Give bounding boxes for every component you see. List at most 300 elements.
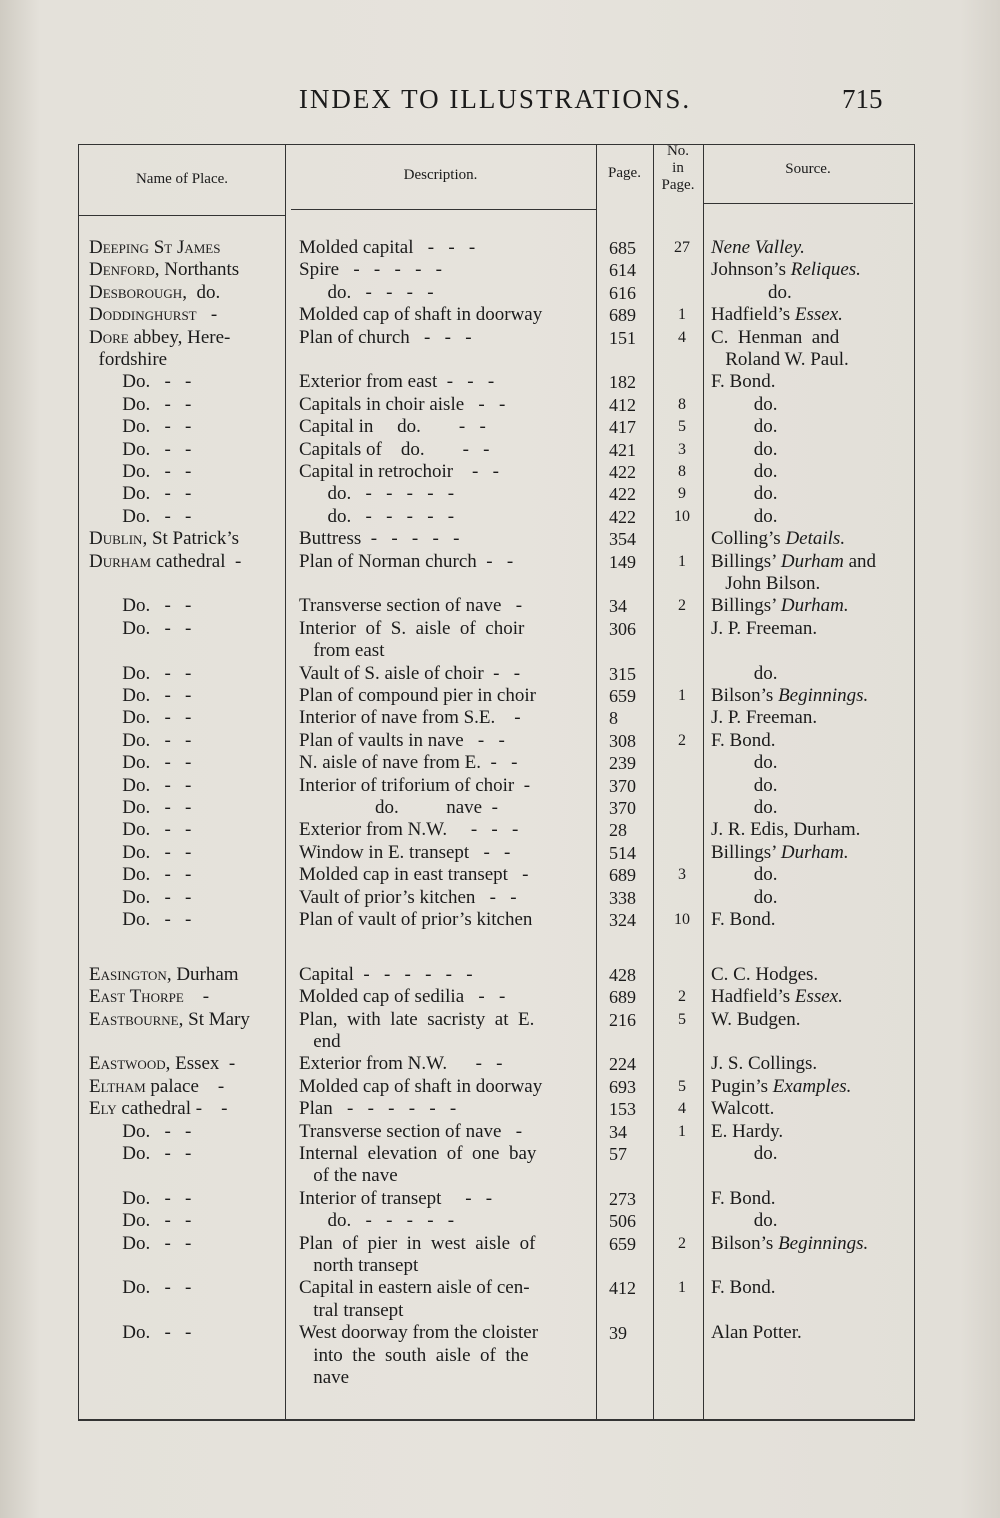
number-in-page: 5 (678, 1077, 686, 1095)
place-name (89, 551, 289, 573)
place-name-rest: Do. - - (89, 617, 192, 639)
source-text: do. (711, 1143, 778, 1164)
description: do. nave - (299, 797, 498, 818)
source-text: Hadfield’s (711, 304, 795, 326)
source-text: J. S. Collings. (711, 1053, 818, 1075)
description: do. - - - - (299, 281, 434, 303)
place-name (89, 349, 289, 371)
page-number-cell: 370 (609, 775, 636, 796)
page-number-cell: 614 (609, 260, 636, 281)
page-number-cell: 151 (609, 327, 636, 348)
place-name-rest: Do. - - (89, 1210, 192, 1232)
description: end (299, 1031, 341, 1052)
source (711, 1233, 911, 1255)
source-text: F. Bond. (711, 371, 776, 393)
description: Molded cap of sedilia - - (299, 986, 506, 1008)
place-name (89, 327, 289, 349)
place-name-rest: Do. - - (89, 505, 192, 527)
place-name (89, 394, 289, 416)
source (711, 416, 911, 438)
page-number-cell: 412 (609, 1278, 636, 1299)
description: Plan of church - - - (299, 326, 472, 348)
place-name-rest: Do. - - (89, 1187, 192, 1209)
number-in-page: 3 (678, 440, 686, 458)
place-name (89, 707, 289, 729)
description: Transverse section of nave - (299, 1120, 523, 1142)
source (711, 394, 911, 416)
page-number-cell: 689 (609, 987, 636, 1008)
page-number-cell: 224 (609, 1054, 636, 1075)
number-in-page: 1 (678, 1279, 686, 1297)
description: nave (299, 1367, 350, 1388)
number-in-page: 10 (674, 507, 690, 525)
source-title: Nene Valley. (711, 237, 805, 258)
description: Vault of prior’s kitchen - - (299, 886, 517, 908)
description: N. aisle of nave from E. - - (299, 752, 518, 774)
place-name (89, 1210, 289, 1232)
place-name-smallcaps: Eltham (89, 1075, 146, 1097)
page-number-cell: 8 (609, 708, 618, 729)
page-number-cell: 216 (609, 1009, 636, 1030)
number-in-page: 27 (674, 239, 690, 256)
place-name-smallcaps: Desborough (89, 281, 183, 303)
place-name-rest: Do. - - (89, 909, 192, 930)
page-number-cell: 315 (609, 663, 636, 684)
place-name-rest: Do. - - (89, 707, 192, 729)
page-number-cell: 689 (609, 305, 636, 326)
page-number-cell: 428 (609, 964, 636, 985)
page-number-cell: 153 (609, 1099, 636, 1120)
page-number: 715 (842, 84, 883, 114)
source-text: C. C. Hodges. (711, 963, 819, 985)
description: Molded capital - - - (299, 237, 476, 258)
place-name (89, 887, 289, 909)
place-name-rest: Do. - - (89, 461, 192, 482)
description: Plan of vault of prior’s kitchen (299, 909, 533, 930)
place-name (89, 1053, 289, 1075)
source-text: John Bilson. (711, 573, 821, 594)
page-number-cell: 693 (609, 1076, 636, 1097)
source (711, 1053, 911, 1075)
page-number-cell: 422 (609, 484, 636, 505)
source-text: do. (711, 662, 778, 684)
source (711, 887, 911, 909)
source-text: W. Budgen. (711, 1008, 801, 1030)
place-name-rest: cathedral - - (116, 1098, 228, 1120)
description: do. - - - - - (299, 1210, 455, 1232)
description: Molded cap of shaft in doorway (299, 304, 543, 326)
number-in-page: 1 (678, 1122, 686, 1140)
description: Window in E. transept - - (299, 841, 511, 863)
place-name (89, 506, 289, 528)
place-name-rest: Do. - - (89, 662, 192, 684)
place-name (89, 986, 289, 1008)
index-table (78, 144, 915, 1421)
source-text: Billings’ (711, 550, 781, 572)
description: do. - - - - - (299, 483, 455, 505)
page-number-cell: 370 (609, 798, 636, 818)
number-in-page: 4 (678, 328, 686, 346)
source-text: C. Henman and (711, 326, 840, 348)
description: Spire - - - - - (299, 259, 442, 281)
place-name (89, 618, 289, 640)
source (711, 282, 911, 304)
source (711, 483, 911, 505)
place-name (89, 595, 289, 617)
column-header-no-in-page: No. in Page. (661, 143, 695, 193)
header-rule (703, 203, 913, 204)
source-text: Hadfield’s (711, 986, 795, 1008)
place-name (89, 237, 289, 259)
number-in-page: 1 (678, 306, 686, 324)
source-title: Beginnings. (778, 1232, 869, 1254)
source-text: F. Bond. (711, 1187, 776, 1209)
description: Plan of vaults in nave - - (299, 729, 505, 751)
source (711, 304, 911, 326)
source-text: E. Hardy. (711, 1120, 784, 1142)
source-title: Beginnings. (778, 685, 869, 706)
header-rule (291, 209, 596, 210)
place-name (89, 909, 289, 931)
page-number-cell: 659 (609, 1233, 636, 1254)
place-name-rest: Do. - - (89, 774, 192, 796)
description: Interior of transept - - (299, 1187, 493, 1209)
description: tral transept (299, 1299, 404, 1321)
source (711, 506, 911, 528)
description: Molded cap in east transept - (299, 864, 529, 886)
number-in-page: 1 (678, 552, 686, 570)
source (711, 730, 911, 752)
description: Interior of S. aisle of choir (299, 617, 525, 639)
source-text: F. Bond. (711, 1277, 776, 1299)
page-number-cell: 273 (609, 1188, 636, 1209)
source-text: Pugin’s (711, 1075, 773, 1097)
page-number-cell: 421 (609, 439, 636, 460)
description: Capitals of do. - - (299, 438, 490, 460)
place-name (89, 1322, 289, 1344)
place-name-smallcaps: Deeping St James (89, 237, 221, 258)
source-text: do. (711, 483, 778, 505)
source (711, 349, 911, 371)
source-title: Durham (780, 550, 844, 572)
place-name-rest: Do. - - (89, 1120, 192, 1142)
source (711, 618, 911, 640)
page-number-cell: 239 (609, 753, 636, 774)
place-name (89, 730, 289, 752)
place-name-smallcaps: Eastbourne (89, 1008, 179, 1030)
page-number-cell: 689 (609, 865, 636, 886)
source-text: do. (711, 461, 778, 482)
source-text: Bilson’s (711, 1232, 779, 1254)
source (711, 237, 911, 259)
source (711, 964, 911, 986)
source (711, 797, 911, 819)
place-name-rest: - (183, 986, 210, 1008)
source-text: do. (711, 438, 778, 460)
source-text: do. (711, 774, 778, 796)
column-header-description: Description. (403, 167, 478, 183)
source-text: do. (711, 864, 778, 886)
source-title: Essex. (794, 304, 843, 326)
header-rule (79, 215, 285, 216)
place-name (89, 1233, 289, 1255)
place-name (89, 1009, 289, 1031)
place-name-rest: Do. - - (89, 371, 192, 393)
source (711, 685, 911, 707)
page-number-cell: 324 (609, 910, 636, 930)
source (711, 864, 911, 886)
place-name (89, 1143, 289, 1165)
place-name-rest: , Durham (166, 963, 239, 985)
number-in-page: 3 (678, 866, 686, 884)
place-name-rest: , St Mary (178, 1008, 250, 1030)
place-name-rest: abbey, Here- (128, 326, 231, 348)
place-name-rest: , do. (182, 281, 221, 303)
source (711, 573, 911, 595)
source (711, 1210, 911, 1232)
description: Plan of Norman church - - (299, 550, 514, 572)
place-name-rest: fordshire (89, 349, 168, 370)
description: into the south aisle of the (299, 1344, 529, 1366)
page-number-cell: 616 (609, 282, 636, 303)
source (711, 909, 911, 931)
place-name-rest: Do. - - (89, 685, 192, 706)
source (711, 259, 911, 281)
place-name-rest: Do. - - (89, 886, 192, 908)
place-name (89, 797, 289, 819)
description: Buttress - - - - - (299, 528, 460, 550)
description: Plan, with late sacristy at E. (299, 1008, 535, 1030)
number-in-page: 9 (678, 485, 686, 503)
place-name (89, 1076, 289, 1098)
number-in-page: 10 (674, 911, 690, 928)
description: Capital in do. - - (299, 416, 486, 438)
place-name-rest: Do. - - (89, 1232, 192, 1254)
source (711, 663, 911, 685)
place-name (89, 663, 289, 685)
place-name-rest: Do. - - (89, 752, 192, 774)
place-name (89, 439, 289, 461)
description: Capital in eastern aisle of cen- (299, 1277, 530, 1299)
place-name (89, 259, 289, 281)
place-name-rest: Do. - - (89, 797, 192, 818)
source (711, 551, 911, 573)
source (711, 461, 911, 483)
place-name (89, 416, 289, 438)
source (711, 775, 911, 797)
page-number-cell: 659 (609, 686, 636, 706)
place-name-smallcaps: Eastwood (89, 1053, 166, 1075)
place-name (89, 483, 289, 505)
page-number-cell: 182 (609, 372, 636, 393)
place-name-smallcaps: Denford (89, 259, 155, 281)
place-name-rest: , St Patrick’s (142, 528, 240, 550)
page-number-cell: 354 (609, 529, 636, 550)
place-name (89, 282, 289, 304)
place-name (89, 1098, 289, 1120)
source-text: J. P. Freeman. (711, 617, 818, 639)
number-in-page: 8 (678, 463, 686, 480)
number-in-page: 4 (678, 1100, 686, 1118)
source (711, 1121, 911, 1143)
source-text: do. (711, 505, 778, 527)
source-title: Details. (785, 528, 846, 550)
place-name (89, 304, 289, 326)
place-name-rest: Do. - - (89, 864, 192, 886)
source-text: do. (711, 797, 778, 818)
place-name (89, 685, 289, 707)
description: Transverse section of nave - (299, 595, 523, 617)
number-in-page: 2 (678, 731, 686, 749)
description: Plan of compound pier in choir (299, 685, 536, 706)
page-number-cell: 506 (609, 1211, 636, 1232)
description: Exterior from N.W. - - - (299, 819, 519, 841)
number-in-page: 5 (678, 418, 686, 436)
source (711, 842, 911, 864)
description: Vault of S. aisle of choir - - (299, 662, 521, 684)
source (711, 1009, 911, 1031)
source-text: Walcott. (711, 1098, 775, 1120)
description: Plan - - - - - - (299, 1098, 457, 1120)
source-text: Bilson’s (711, 685, 779, 706)
number-in-page: 2 (678, 988, 686, 1006)
place-name-smallcaps: East Thorpe (89, 986, 184, 1008)
page-number-cell: 28 (609, 820, 627, 841)
source-title: Reliques. (790, 259, 861, 281)
place-name-rest: Do. - - (89, 438, 192, 460)
place-name-rest: - (196, 304, 218, 326)
number-in-page: 2 (678, 1234, 686, 1252)
place-name (89, 1121, 289, 1143)
column-header-page: Page. (608, 165, 641, 181)
page-number-cell: 422 (609, 462, 636, 482)
place-name (89, 1188, 289, 1210)
page-number-cell: 39 (609, 1323, 627, 1344)
source (711, 819, 911, 841)
source-text: Billings’ (711, 595, 781, 617)
description: Interior of nave from S.E. - (299, 707, 521, 729)
source (711, 327, 911, 349)
description: do. - - - - - (299, 505, 455, 527)
source (711, 1322, 911, 1344)
source-text: Johnson’s (711, 259, 791, 281)
source-text: do. (711, 416, 778, 438)
source-text: Billings’ (711, 841, 781, 863)
number-in-page: 8 (678, 395, 686, 413)
description: Exterior from east - - - (299, 371, 495, 393)
number-in-page: 5 (678, 1010, 686, 1028)
source-text: do. (711, 393, 778, 415)
place-name-rest: Do. - - (89, 416, 192, 438)
page-number-cell: 514 (609, 842, 636, 863)
description: West doorway from the cloister (299, 1322, 539, 1344)
page-number-cell: 412 (609, 394, 636, 415)
page-number-cell: 338 (609, 887, 636, 908)
source (711, 986, 911, 1008)
description: Interior of triforium of choir - (299, 774, 531, 796)
place-name-rest: , Northants (154, 259, 240, 281)
description: Capitals in choir aisle - - (299, 393, 506, 415)
source-text: J. R. Edis, Durham. (711, 819, 861, 841)
place-name-smallcaps: Ely (89, 1098, 117, 1120)
source-text: Alan Potter. (711, 1322, 802, 1344)
number-in-page: 2 (678, 597, 686, 615)
source-text: do. (711, 886, 778, 908)
place-name (89, 819, 289, 841)
source-title: Durham. (780, 841, 849, 863)
source-title: Durham. (780, 595, 849, 617)
place-name-smallcaps: Durham (89, 550, 152, 572)
place-name-rest: Do. - - (89, 819, 192, 841)
source-title: Examples. (772, 1075, 852, 1097)
page-number-cell: 685 (609, 238, 636, 258)
place-name-rest: Do. - - (89, 1277, 192, 1299)
place-name-smallcaps: Easington (89, 963, 167, 985)
source-suffix: and (843, 550, 877, 572)
source (711, 1188, 911, 1210)
source-text: do. (711, 1210, 778, 1232)
source-text: F. Bond. (711, 909, 776, 930)
place-name (89, 864, 289, 886)
description: of the nave (299, 1165, 398, 1187)
place-name (89, 842, 289, 864)
place-name (89, 371, 289, 393)
description: Molded cap of shaft in doorway (299, 1075, 543, 1097)
source-title: Essex. (794, 986, 843, 1008)
place-name-rest: palace - (145, 1075, 225, 1097)
source (711, 528, 911, 550)
source (711, 1143, 911, 1165)
source (711, 1076, 911, 1098)
place-name-rest: Do. - - (89, 1322, 192, 1344)
description: north transept (299, 1255, 419, 1276)
page-number-cell: 34 (609, 1121, 627, 1142)
place-name-rest: Do. - - (89, 1143, 192, 1164)
page-number-cell: 34 (609, 596, 627, 617)
description: Plan of pier in west aisle of (299, 1232, 536, 1254)
place-name-rest: cathedral - (151, 550, 242, 572)
place-name-rest: Do. - - (89, 483, 192, 505)
source-text: J. P. Freeman. (711, 707, 818, 729)
place-name-rest: Do. - - (89, 595, 192, 617)
source (711, 707, 911, 729)
place-name-rest: Do. - - (89, 729, 192, 751)
source-text: do. (711, 752, 778, 774)
place-name (89, 528, 289, 550)
description: Exterior from N.W. - - (299, 1053, 503, 1075)
place-name-smallcaps: Doddinghurst (89, 304, 197, 326)
page-number-cell: 417 (609, 417, 636, 438)
source (711, 1277, 911, 1299)
source (711, 1098, 911, 1120)
place-name-smallcaps: Dublin (89, 528, 143, 550)
place-name-smallcaps: Dore (89, 326, 129, 348)
number-in-page: 1 (678, 687, 686, 704)
place-name-rest: Do. - - (89, 393, 192, 415)
source-text: Roland W. Paul. (711, 349, 849, 370)
column-header-source: Source. (785, 161, 831, 177)
page-number-cell: 422 (609, 506, 636, 527)
page-number-cell: 149 (609, 551, 636, 572)
source (711, 595, 911, 617)
column-header-place: Name of Place. (135, 171, 229, 187)
place-name (89, 964, 289, 986)
source (711, 371, 911, 393)
page-number-cell: 306 (609, 618, 636, 639)
description: Capital in retrochoir - - (299, 461, 499, 482)
column-divider (596, 145, 597, 1419)
page-number-cell: 308 (609, 730, 636, 751)
